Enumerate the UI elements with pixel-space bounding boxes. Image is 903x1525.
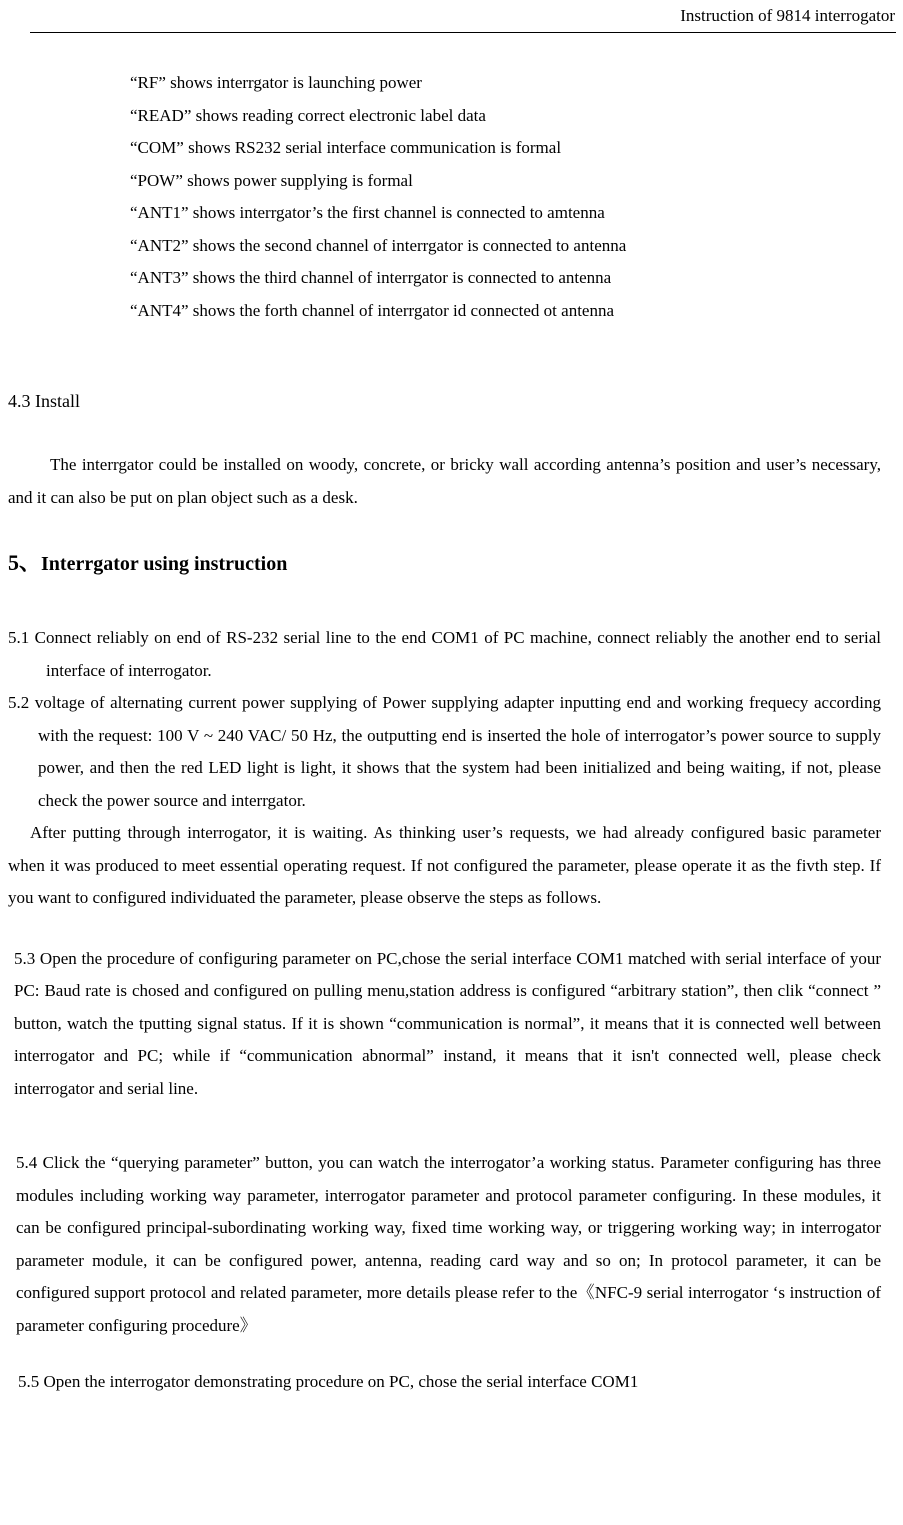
section-number: 5、 (8, 550, 42, 575)
page-header (0, 0, 903, 32)
paragraph-5-5: 5.5 Open the interrogator demonstrating procedure on PC, chose the serial interface COM1 (18, 1372, 639, 1391)
indicator-list (130, 67, 881, 327)
paragraph-after-5-2: After putting through interrogator, it is waiting. As thinking user’s requests, we had already configured basic parameter when it was produced to meet essential operating request. If not configured the parameter, please operate it as the fivth step. If you want to configured individuated the parameter, please observe the steps as follows. (8, 823, 881, 907)
section-heading-using (8, 546, 881, 582)
install-paragraph: The interrgator could be installed on woody, concrete, or bricky wall according antenna’s position and user’s necessary, and it can also be put on plan object such as a desk. (8, 455, 881, 507)
paragraph-5-4: 5.4 Click the “querying parameter” button, you can watch the interrogator’a working status. Parameter configuring has three modules including working way parameter, interrogator parameter and protocol parameter configuring. In these modules, it can be configured principal-subordinating working way, fixed time working way, or triggering working way; in interrogator parameter module, it can be configured power, antenna, reading card way and so on; In protocol parameter, it can be configured support protocol and related parameter, more details please refer to the《NFC-9 serial interrogator ‘s instruction of parameter configuring procedure》 (16, 1153, 881, 1335)
indicator-line-com: “COM” shows RS232 serial interface communication is formal (130, 138, 562, 157)
header-rule (30, 32, 896, 33)
paragraph-5-3: 5.3 Open the procedure of configuring parameter on PC,chose the serial interface COM1 matched with serial interface of your PC: Baud rate is chosed and configured on pulling menu,station address is configured “arbitrary station”, then clik “connect ” button, watch the tputting signal status. If it is shown “communication is normal”, it means that it is connected well between interrogator and PC; while if “communication abnormal” instand, it means that it isn't connected well, please check interrogator and serial line. (14, 948, 881, 1098)
paragraph-5-1: 5.1 Connect reliably on end of RS-232 serial line to the end COM1 of PC machine, connect reliably the another end to serial interface of interrogator. (8, 628, 881, 680)
paragraph-5-2: 5.2 voltage of alternating current power supplying of Power supplying adapter inputting end and working frequecy according with the request: 100 V ~ 240 VAC/ 50 Hz, the outputting end is inserted the hole of interrogator’s power source to supply power, and then the red LED light is light, it shows that the system had been initialized and being waiting, if not, please check the power source and interrgator. (8, 693, 881, 810)
indicator-line-ant2: “ANT2” shows the second channel of interrgator is connected to antenna (130, 235, 627, 255)
indicator-line-ant1: “ANT1” shows interrgator’s the first channel is connected to amtenna (130, 203, 605, 222)
indicator-line-ant3: “ANT3” shows the third channel of interrgator is connected to antenna (130, 268, 612, 287)
header-title: Instruction of 9814 interrogator (680, 6, 895, 25)
indicator-line-read: “READ” shows reading correct electronic label data (130, 105, 486, 125)
indicator-line-rf: “RF” shows interrgator is launching power (130, 73, 422, 92)
document-body (0, 67, 903, 1399)
section-title: Interrgator using instruction (41, 553, 288, 575)
section-heading-install: 4.3 Install (8, 391, 80, 411)
indicator-line-ant4: “ANT4” shows the forth channel of interrgator id connected ot antenna (130, 300, 615, 320)
indicator-line-pow: “POW” shows power supplying is formal (130, 170, 413, 190)
